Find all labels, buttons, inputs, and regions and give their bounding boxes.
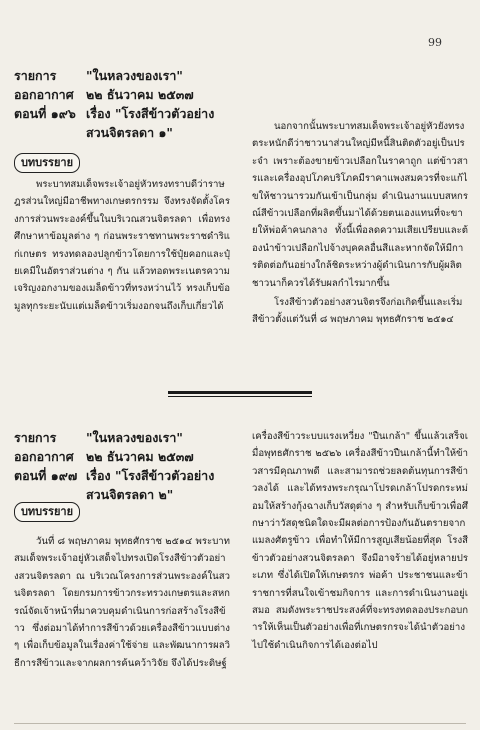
- episode-title: เรื่อง "โรงสีข้าวตัวอย่าง: [86, 468, 215, 483]
- paragraph: นอกจากนั้นพระบาทสมเด็จพระเจ้าอยู่หัวยังทรงตระหนักดีว่าชาวนาส่วนใหญ่มีหนี้สินติดตัวอยู่เป็นประจำ เพราะต้องขายข้าวเปลือกในราคาถูก แต่ข้าวสารและเครื่องอุปโภคบริโภคมีราคาแพงสมควรที่จะแก้ไขให้ชาวนารวมกันเข้าเป็นกลุ่ม ดำเนินงานแบบสหกรณ์สีข้าวเปลือกที่ผลิตขึ้นมาได้ด้วยตนเองแทนที่จะขายให้พ่อค้าคนกลาง ทั้งนี้เพื่อลดความเสียเปรียบและต้องนำข้าวเปลือกไปจ้างบุคคลอื่นสีและหากจัดให้มีการติดต่อกันอย่างใกล้ชิดระหว่างผู้ดำเนินการกับผู้ผลิตชาวนาก็ควรได้รับผลกำไรมากขึ้น: [252, 121, 468, 289]
- episode-title: เรื่อง "โรงสีข้าวตัวอย่าง: [86, 106, 215, 121]
- segment1-left-column: [14, 176, 230, 315]
- section-divider: [168, 391, 312, 394]
- topic-label-box: บทบรรยาย: [14, 502, 80, 522]
- air-label: ออกอากาศ: [14, 87, 74, 102]
- segment2-left-column: [14, 533, 230, 672]
- episode-title-cont: สวนจิตรลดา ๑": [86, 125, 173, 140]
- segment2-right-column: [252, 428, 468, 654]
- paragraph: เครื่องสีข้าวระบบแรงเหวี่ยง "ปืนเกล้า" ขึ้นแล้วเสร็จเมื่อพุทธศักราช ๒๕๒๖ เครื่องสีข้าวปืนเกล้านี้ทำให้ข้าวสารมีคุณภาพดี และสามารถช่วยลดต้นทุนการสีข้าวลงได้ และได้ทรงพระกรุณาโปรดเกล้าโปรดกระหม่อมให้สร้างกุ้งฉางเก็บวัสดุต่าง ๆ สำหรับเก็บข้าวเพื่อศึกษาว่าวัสดุชนิดใดจะมีผลต่อการป้องกันอันตรายจากแมลงศัตรูข้าว เพื่อทำให้มีการสูญเสียน้อยที่สุด โรงสีข้าวตัวอย่างสวนจิตรลดา จึงมีอาจร้ายได้อยู่หลายประเภท ซึ่งได้เปิดให้เกษตรกร พ่อค้า ประชาชนและข้าราชการที่สนใจเข้าชมกิจการ และการดำเนินงานอยู่เสมอ สมดังพระราชประสงค์ที่จะทรงทดลองประกอบการให้เห็นเป็นตัวอย่างเพื่อที่เกษตรกรจะได้นำตัวอย่างไปใช้ดำเนินกิจการได้เองต่อไป: [252, 431, 468, 651]
- air-date: ๒๒ ธันวาคม ๒๕๓๗: [86, 87, 194, 102]
- program-label: รายการ: [14, 430, 57, 445]
- air-label: ออกอากาศ: [14, 449, 74, 464]
- topic-label-box: บทบรรยาย: [14, 153, 80, 173]
- program-name: "ในหลวงของเรา": [86, 430, 183, 445]
- air-date: ๒๒ ธันวาคม ๒๕๓๗: [86, 449, 194, 464]
- section-divider-thin: [168, 396, 312, 397]
- episode-label: ตอนที่ ๑๙๖: [14, 106, 76, 121]
- segment1-right-column: [252, 118, 468, 329]
- paragraph: โรงสีข้าวตัวอย่างสวนจิตรจึงก่อเกิดขึ้นและเริ่มสีข้าวตั้งแต่วันที่ ๘ พฤษภาคม พุทธศักราช ๒๕๑๔: [252, 297, 463, 326]
- episode-number: ๑๙๗: [50, 468, 78, 483]
- episode-label: ตอนที่ ๑๙๗: [14, 468, 78, 483]
- episode-title-cont: สวนจิตรลดา ๒": [86, 487, 174, 502]
- episode-number: ๑๙๖: [50, 106, 76, 121]
- page-number: 99: [428, 36, 442, 49]
- page-bottom-edge: [14, 723, 466, 724]
- program-name: "ในหลวงของเรา": [86, 68, 183, 83]
- paragraph: พระบาทสมเด็จพระเจ้าอยู่หัวทรงทราบดีว่าราษฎรส่วนใหญ่มีอาชีพทางเกษตรกรรม จึงทรงจัดตั้งโครงการส่วนพระองค์ขึ้นในบริเวณสวนจิตรลดา เพื่อทรงศึกษาหาข้อมูลต่าง ๆ ก่อนพระราชทานพระราชดำริแก่เกษตร ทรงทดลองปลูกข้าวโดยการใช้ปุ๋ยคอกและปุ๋ยเคมีในอัตราส่วนต่าง ๆ กัน แล้วทอดพระเนตรความเจริญงอกงามของเมล็ดข้าวที่ทรงหว่านไว้ ทรงเก็บข้อมูลทุกระยะนับแต่เมล็ดข้าวเริ่มงอกจนถึงเก็บเกี่ยวได้: [14, 179, 230, 312]
- paragraph: วันที่ ๘ พฤษภาคม พุทธศักราช ๒๕๑๔ พระบาทสมเด็จพระเจ้าอยู่หัวเสด็จไปทรงเปิดโรงสีข้าวตัวอย่างสวนจิตรลดา ณ บริเวณโครงการส่วนพระองค์ในสวนจิตรลดา โดยกรมการข้าวกระทรวงเกษตรและสหกรณ์จัดเจ้าหน้าที่มาควบคุมดำเนินการก่อสร้างโรงสีข้าว ซึ่งต่อมาได้ทำการสีข้าวด้วยเครื่องสีข้าวแบบต่าง ๆ เพื่อเก็บข้อมูลในเรื่องค่าใช้จ่าย และพัฒนาการผลวิธีการสีข้าวและจากผลการค้นคว้าวิจัย จึงได้ประดิษฐ์: [14, 536, 230, 669]
- program-label: รายการ: [14, 68, 57, 83]
